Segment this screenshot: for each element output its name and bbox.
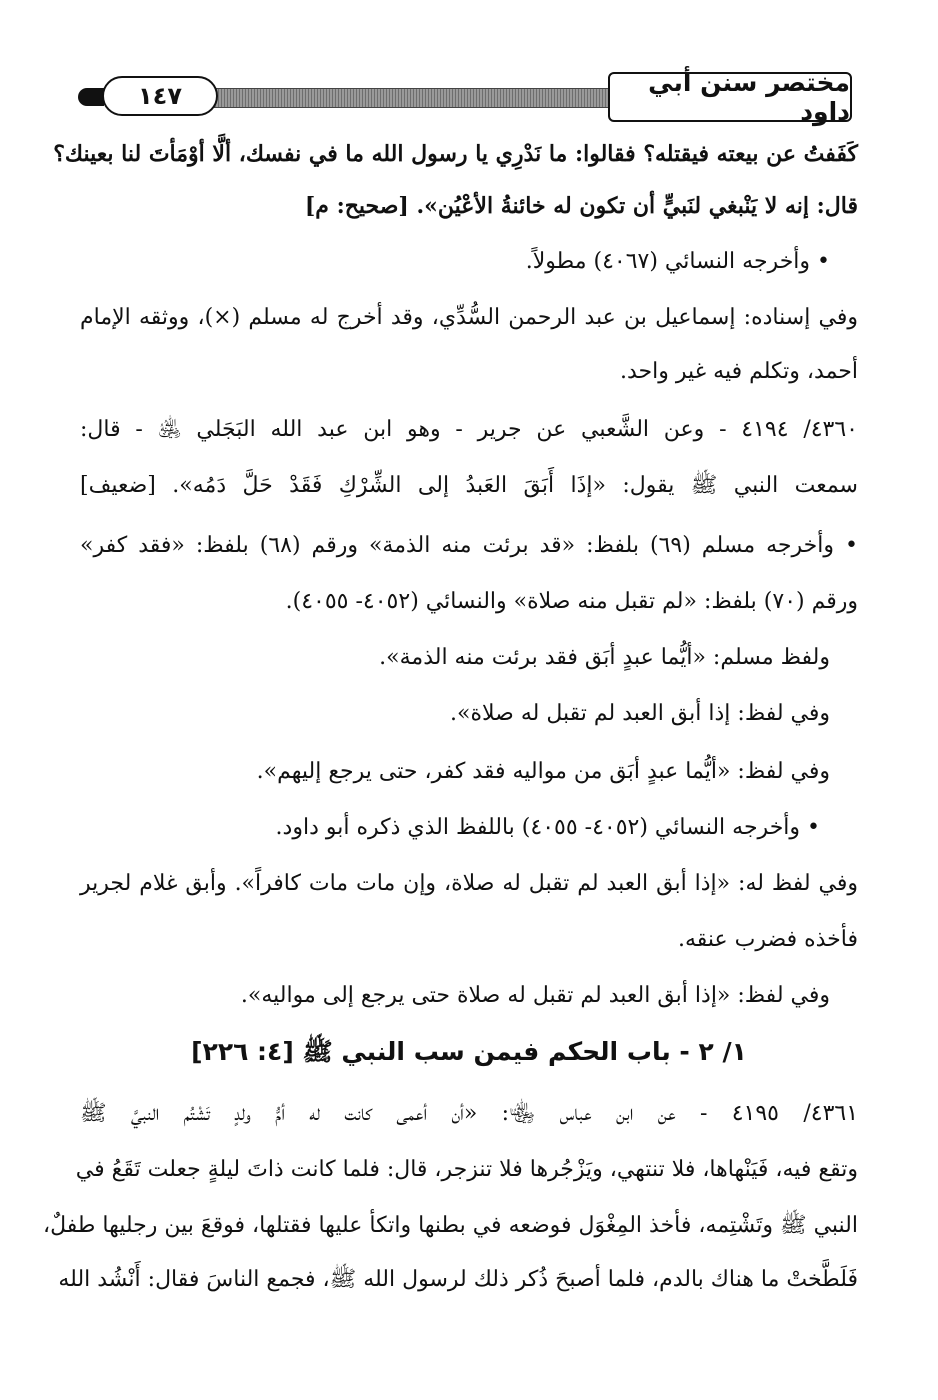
text-line: وفي إسناده: إسماعيل بن عبد الرحمن السُّدِّي، وقد أخرج له مسلم (×)، ووثقه الإمام: [80, 305, 858, 330]
text-line: قال: إنه لا يَنْبغي لنَبيٍّ أن تكون له خائنةُ الأعْيُن». [صحيح: م]: [304, 193, 858, 219]
header-bar-end-cap: [78, 88, 104, 106]
text-line: وفي لفظ له: «إذا أبق العبد لم تقبل له صلاة، وإن مات مات كافراً». وأبق غلام لجرير: [80, 871, 858, 896]
hadith-line: وتقع فيه، فَيَنْهاها، فلا تنتهي، ويَزْجُرها فلا تنزجر، قال: فلما كانت ذاتَ ليلةٍ جعلت تَقَعُ في: [75, 1157, 858, 1182]
hadith-line: ٤٣٦٠/ ٤١٩٤ - وعن الشَّعبي عن جرير - وهو ابن عبد الله البَجَلي ﵁ - قال:: [80, 417, 858, 442]
text-line: • وأخرجه مسلم (٦٩) بلفظ: «قد برئت منه الذمة» ورقم (٦٨) بلفظ: «فقد كفر»: [80, 533, 858, 558]
text-line: وفي لفظ: «أيُّما عبدٍ أبَق من مواليه فقد كفر، حتى يرجع إليهم».: [256, 759, 830, 784]
text-line: • وأخرجه النسائي (٤٠٦٧) مطولاً.: [525, 249, 830, 274]
hadith-line: فَلَطَّختْ ما هناك بالدم، فلما أصبحَ ذُكر ذلك لرسول الله ﷺ، فجمع الناسَ فقال: أَنْشُد الله: [58, 1267, 858, 1292]
text-line: كَفَفتُ عن بيعته فيقتله؟ فقالوا: ما نَدْرِي يا رسول الله ما في نفسك، ألَّا أوْمَأتَ لنا بعينك؟: [53, 141, 858, 167]
text-line: ورقم (٧٠) بلفظ: «لم تقبل منه صلاة» والنسائي (٤٠٥٢- ٤٠٥٥).: [285, 589, 858, 614]
hadith-line: ٤٣٦١/ ٤١٩٥ - عن ابن عباس ﵄: «أن أعمى كانت له أمُّ ولدٍ تَشْتُم النبيَّ ﷺ: [80, 1101, 859, 1126]
text-line: وفي لفظ: «إذا أبق العبد لم تقبل له صلاة حتى يرجع إلى مواليه».: [240, 983, 830, 1008]
text-line: وفي لفظ: إذا أبق العبد لم تقبل له صلاة».: [450, 701, 830, 726]
chapter-heading: ١/ ٢ - باب الحكم فيمن سب النبي ﷺ [٤: ٢٢٦]: [191, 1037, 747, 1066]
text-line: • وأخرجه النسائي (٤٠٥٢- ٤٠٥٥) باللفظ الذي ذكره أبو داود.: [275, 815, 820, 840]
page-number: ١٤٧: [102, 76, 218, 116]
running-header: [78, 68, 852, 126]
hadith-line: سمعت النبي ﷺ يقول: «إذَا أَبَقَ العَبدُ إلى الشِّرْكِ فَقَدْ حَلَّ دَمُه». [ضعيف]: [80, 473, 858, 498]
book-title: مختصر سنن أبي داود: [608, 72, 852, 122]
text-line: ولفظ مسلم: «أيُّما عبدٍ أبَق فقد برئت منه الذمة».: [379, 645, 830, 670]
text-line: أحمد، وتكلم فيه غير واحد.: [620, 359, 858, 384]
text-line: فأخذه فضرب عنقه.: [677, 927, 858, 952]
hadith-line: النبي ﷺ وتَشْتِمه، فأخذ المِغْوَل فوضعه في بطنها واتكأ عليها فقتلها، فوقعَ بين رجليها طفلٌ،: [43, 1213, 858, 1238]
